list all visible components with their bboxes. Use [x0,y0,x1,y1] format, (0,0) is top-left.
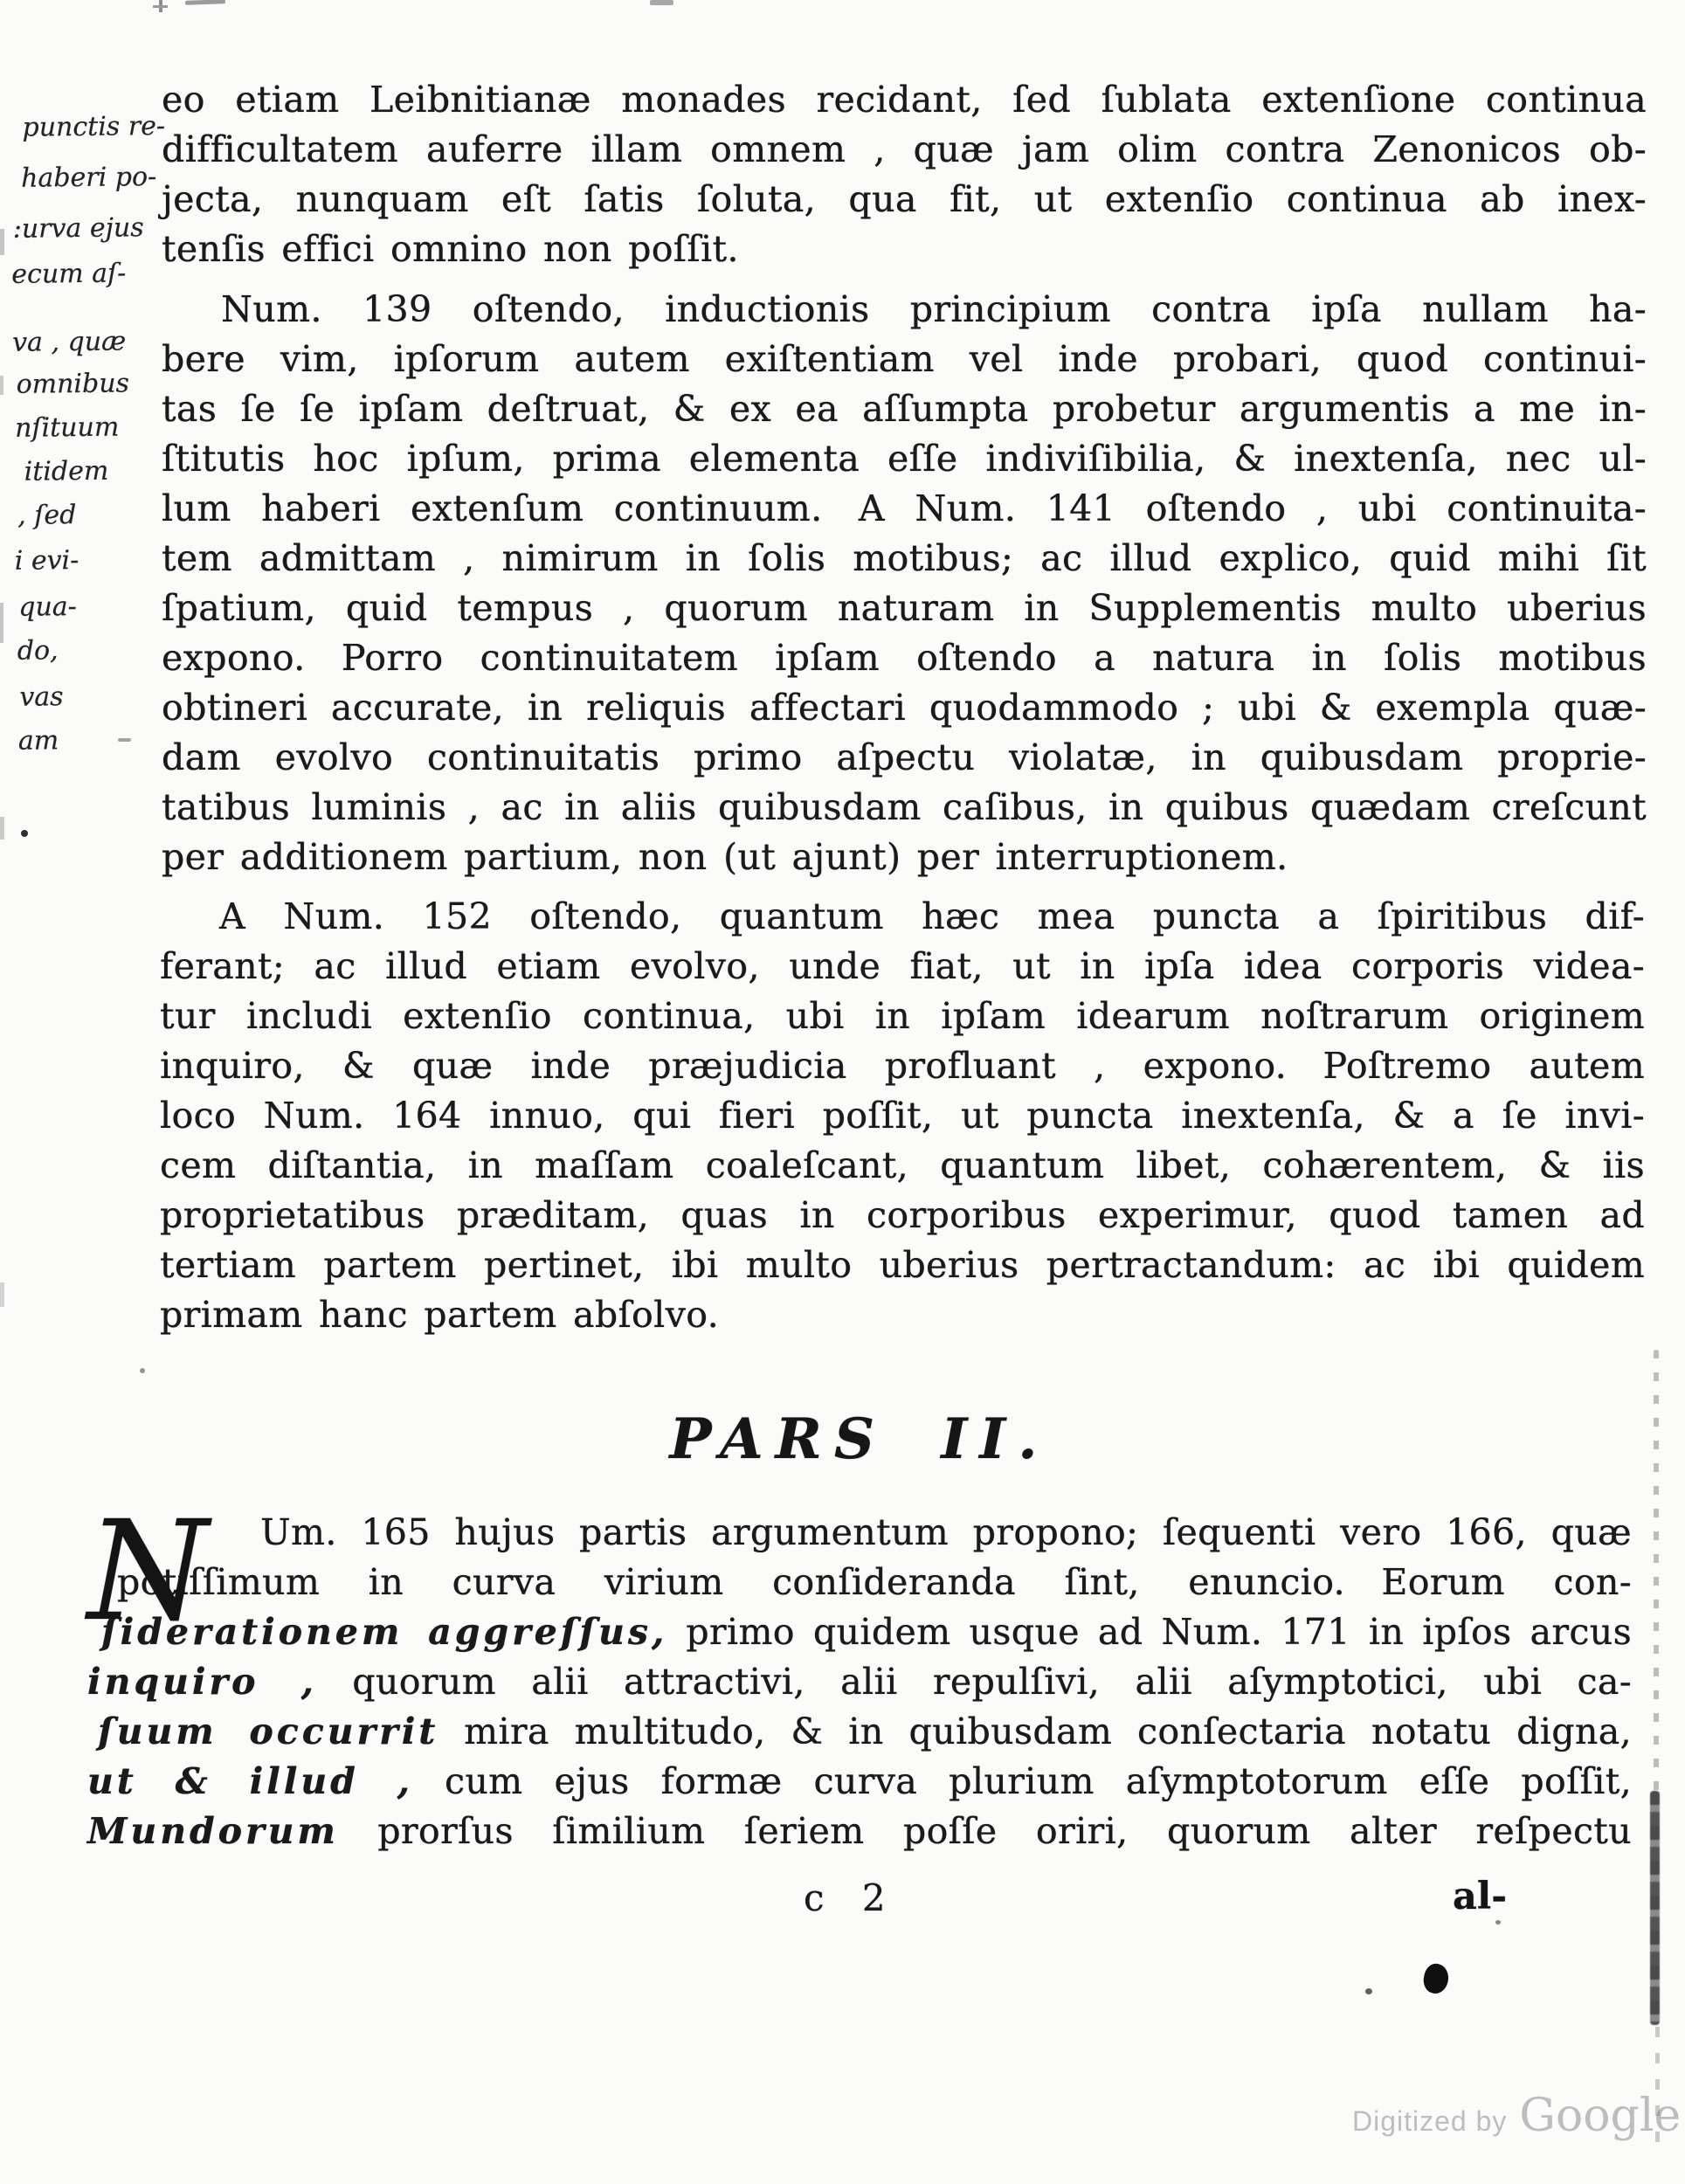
scan-mark-left-edge [0,229,4,255]
emphasized-text: Mundorum [87,1810,339,1852]
emphasized-text: ſiderationem aggreſſus, [101,1611,668,1653]
emphasized-text: ut & illud , [87,1760,413,1802]
google-logo-text: Google [1519,2090,1682,2142]
paragraph-num-165 [87,1491,1633,1856]
text-line: jecta, nunquam eſt ſatis ſoluta, qua fit, ut extenſio continua ab inex- [162,178,1647,220]
margin-note: omnibus [16,368,130,400]
text-line: ſtitutis hoc ipſum, prima elementa eſſe indiviſibilia, & inextenſa, nec ul- [162,438,1647,480]
text-line: primam hanc partem abſolvo. [160,1294,719,1336]
text-line: Mundorum prorſus ſimilium ſeriem poſſe oriri, quorum alter reſpectu [87,1810,1632,1852]
text-line: ſuum occurrit mira multitudo, & in quibusdam conſectaria notatu digna, [98,1711,1632,1752]
text-line: proprietatibus præditam, quas in corporibus experimur, quod tamen ad [160,1194,1645,1236]
emphasized-text: inquiro , [87,1661,317,1703]
margin-note: , ſed [17,500,77,531]
text-line: ſiderationem aggreſſus, primo quidem usque ad Num. 171 in ipſos arcus [101,1611,1633,1653]
text-line: inquiro, & quæ inde præjudicia profluant , expono. Poſtremo autem [160,1045,1645,1087]
text-line: loco Num. 164 innuo, qui fieri poſſit, ut puncta inextenſa, & a ſe invi- [160,1095,1645,1137]
text-line: inquiro , quorum alii attractivi, alii repulſivi, alii aſymptotici, ubi ca- [87,1661,1632,1703]
google-watermark [1352,2090,1681,2142]
text-line: per additionem partium, non (ut ajunt) per interruptionem. [162,836,1288,878]
text-line: Num. 139 oſtendo, inductionis principium contra ipſa nullam ha- [221,288,1647,330]
section-heading: PARS II. [669,1406,1050,1472]
margin-note: punctis re- [22,110,166,143]
text-line: obtineri accurate, in reliquis affectari quodammodo ; ubi & exempla quæ- [162,687,1647,729]
emphasized-text: ſuum occurrit [98,1711,439,1752]
text-line: Um. 165 hujus partis argumentum propono; ſequenti vero 166, quæ [260,1511,1632,1553]
scan-mark-left-edge [0,603,3,643]
text-line: tatibus luminis , ac in aliis quibusdam caſibus, in quibus quædam creſcunt [162,786,1647,828]
drop-cap-letter: N [87,1491,209,1652]
scan-mark-left-edge [0,817,4,840]
margin-note: qua- [18,591,78,623]
text-line: tur includi extenſio continua, ubi in ipſam idearum noſtrarum originem [160,995,1645,1037]
text-line: ſpatium, quid tempus , quorum naturam in Supplementis multo uberius [162,587,1647,629]
paragraph-num-152 [160,892,1645,1340]
text-line: bere vim, ipſorum autem exiſtentiam vel inde probari, quod continui- [162,338,1647,380]
text-line: tem admittam , nimirum in ſolis motibus; ac illud explico, quid mihi ſit [162,537,1647,579]
margin-note: nſituum [14,411,120,444]
scan-streak-right-edge [1654,1350,1659,1795]
text-line: tenſis effici omnino non poſſit. [162,228,739,270]
margin-note: ecum aſ- [11,258,127,290]
text-line: ferant; ac illud etiam evolvo, unde fiat, ut in ipſa idea corporis videa- [160,945,1645,987]
ink-speck [118,738,131,742]
text-line: eo etiam Leibnitianæ monades recidant, ſed ſublata extenſione continua [162,79,1647,121]
text-line: difficultatem auferre illam omnem , quæ jam olim contra Zenonicos ob- [162,128,1647,170]
ink-speck [140,1368,145,1373]
margin-note: vas [19,681,64,713]
margin-note: i evi- [14,545,79,577]
text-line: expono. Porro continuitatem ipſam oſtendo a natura in ſolis motibus [162,637,1647,679]
margin-note: am [17,725,59,757]
margin-notes-column [9,0,166,757]
text-line: lum haberi extenſum continuum. A Num. 141 oſtendo , ubi continuita- [162,487,1647,529]
text-line: potiſſimum in curva virium conſideranda ſint, enuncio. Eorum con- [117,1561,1632,1603]
scan-mark-top [153,5,168,8]
scan-mark-left-edge [0,376,3,395]
text-line: tertiam partem pertinet, ibi multo uberius pertractandum: ac ibi quidem [160,1244,1645,1286]
margin-note: :urva ejus [12,212,144,245]
text-line: ut & illud , cum ejus formæ curva plurium aſymptotorum eſſe poſſit, [87,1760,1632,1802]
margin-note: va , quæ [11,326,127,358]
text-line: tas ſe ſe ipſam deſtruat, & ex ea aſſumpta probetur argumentis a me in- [162,388,1647,430]
margin-note: do, [17,635,59,667]
ink-blot [1421,1961,1451,1995]
watermark-text: Digitized by [1352,2105,1508,2137]
scan-mark-left-edge [0,1282,4,1307]
text-line: dam evolvo continuitatis primo aſpectu violatæ, in quibusdam proprie- [162,736,1647,778]
ink-speck [1495,1920,1501,1925]
scan-mark-top [185,0,225,5]
ink-speck [21,830,28,837]
catchword: al- [1453,1875,1508,1918]
scan-streak-right-edge [1650,1791,1660,2025]
margin-note: haberi po- [20,162,157,194]
text-line: cem diſtantia, in maſſam coaleſcant, quantum libet, cohærentem, & iis [160,1144,1645,1186]
paragraph-continuation [162,75,1647,274]
margin-note: itidem [24,455,109,487]
text-line: A Num. 152 oſtendo, quantum hæc mea puncta a ſpiritibus dif- [219,895,1645,937]
scan-mark-top [650,0,673,5]
signature-mark: c 2 [804,1876,886,1919]
ink-speck [1365,1988,1372,1994]
scan-streak-right-edge [1655,2027,1660,2158]
paragraph-num-139 [162,285,1647,882]
